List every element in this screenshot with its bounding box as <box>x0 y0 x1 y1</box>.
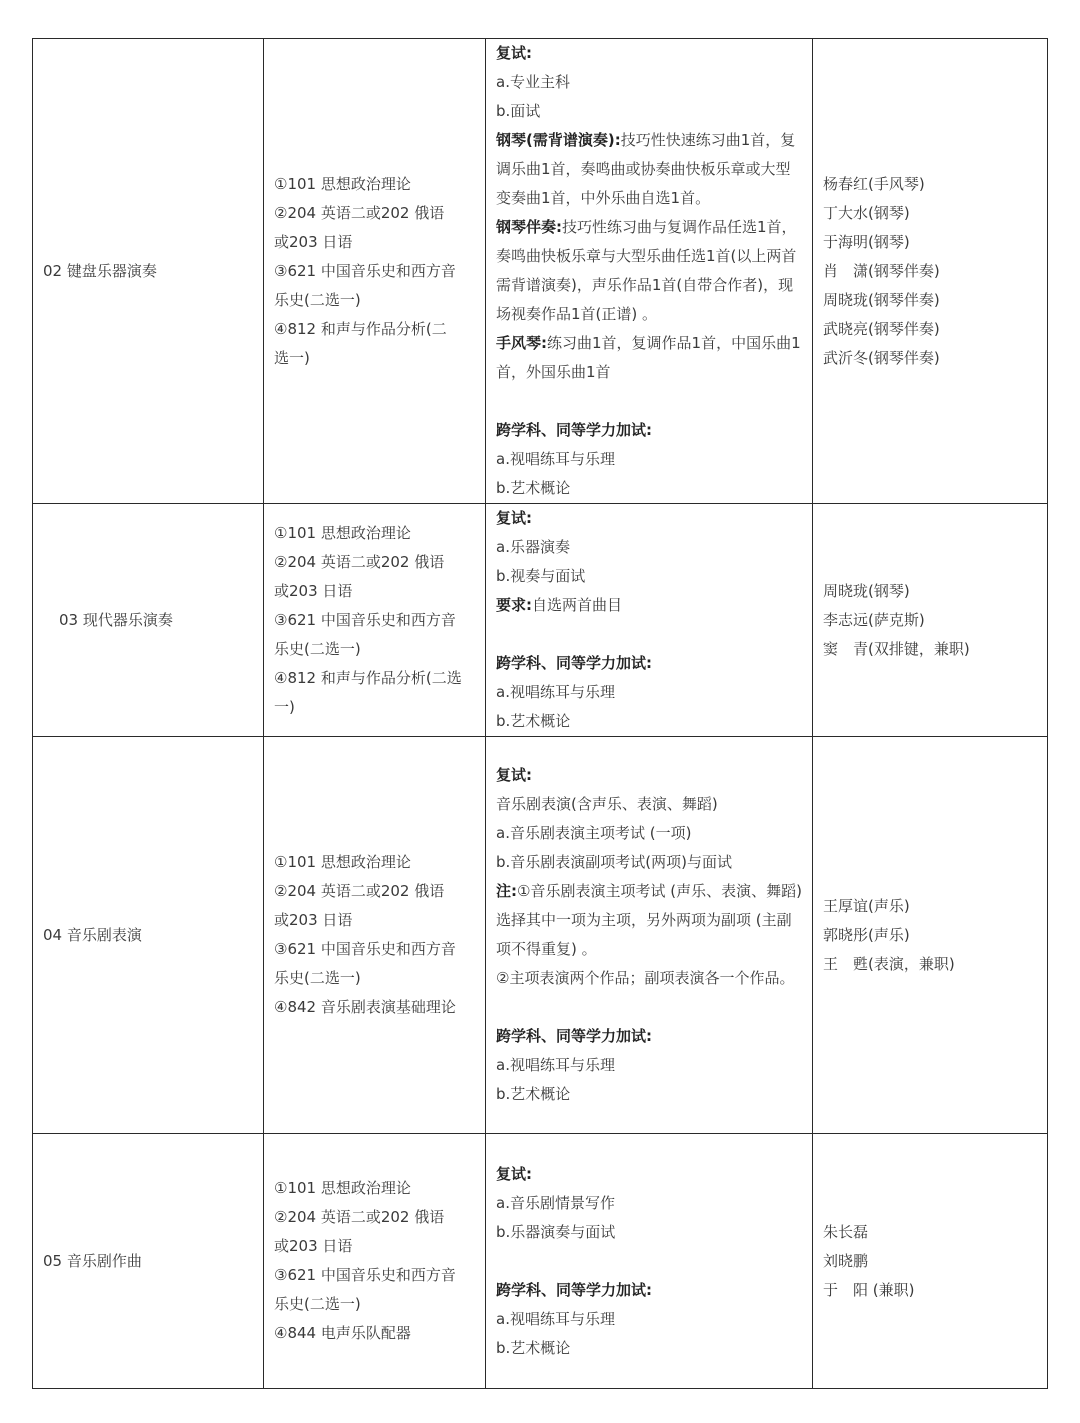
retest-title: 复试: <box>496 766 532 784</box>
requirements-cell <box>486 39 813 504</box>
exam-line: 乐史(二选一) <box>274 969 361 987</box>
extra-exam-item: b.艺术概论 <box>496 1085 571 1103</box>
note-accordion <box>496 329 802 387</box>
major-name: 04 音乐剧表演 <box>43 925 142 944</box>
extra-exam-item: b.艺术概论 <box>496 479 571 497</box>
table-row-musical-performance <box>33 737 1048 1134</box>
major-name: 05 音乐剧作曲 <box>43 1251 142 1270</box>
tutor: 王厚谊(声乐) <box>823 896 910 915</box>
retest-item: b.音乐剧表演副项考试(两项)与面试 <box>496 853 732 871</box>
exam-line: ①101 思想政治理论 <box>274 1179 411 1197</box>
retest-item: a.音乐剧表演主项考试 (一项) <box>496 824 692 842</box>
exam-subjects-cell <box>264 504 486 737</box>
extra-exam-title: 跨学科、同等学力加试: <box>496 421 652 439</box>
exam-line: ①101 思想政治理论 <box>274 174 411 193</box>
tutor: 刘晓鹏 <box>823 1251 869 1270</box>
retest-item: b.乐器演奏与面试 <box>496 1222 616 1241</box>
note-lead: 钢琴(需背谱演奏): <box>496 131 621 149</box>
note-text: 练习曲1首，复调作品1首，中国乐曲1首，外国乐曲1首 <box>496 334 801 381</box>
exam-line: 或203 日语 <box>274 1237 353 1255</box>
tutor: 李志远(萨克斯) <box>823 610 925 629</box>
extra-exam-title: 跨学科、同等学力加试: <box>496 1280 652 1299</box>
table-row-musical-composition <box>33 1134 1048 1389</box>
exam-line: ①101 思想政治理论 <box>274 853 411 871</box>
note-piano <box>496 126 802 213</box>
exam-line: ②204 英语二或202 俄语 <box>274 1208 445 1226</box>
extra-exam-item: b.艺术概论 <box>496 712 571 730</box>
exam-line: ③621 中国音乐史和西方音 <box>274 261 456 280</box>
exam-line: ②204 英语二或202 俄语 <box>274 882 445 900</box>
tutor: 丁大水(钢琴) <box>823 203 910 222</box>
note-text: 技巧性快速练习曲1首，复调乐曲1首，奏鸣曲或协奏曲快板乐章或大型变奏曲1首，中外乐曲自选1首。 <box>496 131 796 207</box>
extra-exam-item: a.视唱练耳与乐理 <box>496 450 615 468</box>
retest-title: 复试: <box>496 1164 532 1183</box>
tutor: 周晓珑(钢琴伴奏) <box>823 290 940 309</box>
exam-line: ④842 音乐剧表演基础理论 <box>274 998 456 1016</box>
note-lead: 钢琴伴奏: <box>496 218 562 236</box>
enrollment-table <box>32 38 1048 1389</box>
requirement-note <box>496 591 802 620</box>
major-name: 03 现代器乐演奏 <box>59 610 173 629</box>
exam-line: 一) <box>274 697 295 716</box>
note-works: ②主项表演两个作品；副项表演各一个作品。 <box>496 969 795 987</box>
tutor: 朱长磊 <box>823 1222 869 1241</box>
exam-line: ②204 英语二或202 俄语 <box>274 552 445 571</box>
extra-exam-item: a.视唱练耳与乐理 <box>496 683 615 701</box>
extra-exam-title: 跨学科、同等学力加试: <box>496 654 652 672</box>
requirements-cell <box>486 737 813 1134</box>
retest-item: 音乐剧表演(含声乐、表演、舞蹈) <box>496 795 718 813</box>
exam-line: ②204 英语二或202 俄语 <box>274 203 445 222</box>
note-main-secondary <box>496 877 802 964</box>
exam-line: 乐史(二选一) <box>274 639 361 658</box>
tutors-cell <box>813 1134 1048 1389</box>
exam-line: ④812 和声与作品分析(二 <box>274 319 447 338</box>
exam-line: ④844 电声乐队配器 <box>274 1324 411 1342</box>
major-cell <box>33 1134 264 1389</box>
exam-line: 乐史(二选一) <box>274 290 361 309</box>
tutors-cell <box>813 504 1048 737</box>
table-row-modern-instrument <box>33 504 1048 737</box>
req-text: 自选两首曲目 <box>532 596 623 614</box>
tutor: 肖 潇(钢琴伴奏) <box>823 261 940 280</box>
note-lead: 手风琴: <box>496 334 547 352</box>
exam-subjects-cell <box>264 737 486 1134</box>
note-text: ①音乐剧表演主项考试 (声乐、表演、舞蹈) 选择其中一项为主项，另外两项为副项 (主副项不得重复) 。 <box>496 882 802 958</box>
table-row-keyboard <box>33 39 1048 504</box>
tutor: 于 阳 (兼职) <box>823 1280 915 1299</box>
extra-exam-item: b.艺术概论 <box>496 1338 571 1357</box>
tutor: 武沂冬(钢琴伴奏) <box>823 348 940 367</box>
exam-line: ③621 中国音乐史和西方音 <box>274 1266 456 1284</box>
retest-item: a.乐器演奏 <box>496 538 570 556</box>
tutor: 窦 青(双排键，兼职) <box>823 639 970 658</box>
exam-subjects-cell <box>264 1134 486 1389</box>
note-piano-accompaniment <box>496 213 802 329</box>
exam-line: 或203 日语 <box>274 581 353 600</box>
tutor: 王 甦(表演，兼职) <box>823 954 955 973</box>
retest-title: 复试: <box>496 509 532 527</box>
exam-line: 或203 日语 <box>274 911 353 929</box>
req-lead: 要求: <box>496 596 532 614</box>
extra-exam-title: 跨学科、同等学力加试: <box>496 1027 652 1045</box>
major-cell <box>33 504 264 737</box>
exam-line: ④812 和声与作品分析(二选 <box>274 668 462 687</box>
major-cell <box>33 737 264 1134</box>
requirements-cell <box>486 504 813 737</box>
exam-subjects-cell <box>264 39 486 504</box>
major-name: 02 键盘乐器演奏 <box>43 261 157 280</box>
exam-line: ③621 中国音乐史和西方音 <box>274 610 456 629</box>
exam-line: 乐史(二选一) <box>274 1295 361 1313</box>
requirements-cell <box>486 1134 813 1389</box>
tutor: 郭晓彤(声乐) <box>823 925 910 944</box>
tutor: 武晓亮(钢琴伴奏) <box>823 319 940 338</box>
retest-item: a.音乐剧情景写作 <box>496 1193 615 1212</box>
exam-line: ①101 思想政治理论 <box>274 523 411 542</box>
exam-line: 选一) <box>274 348 310 367</box>
note-lead: 注: <box>496 882 517 900</box>
tutors-cell <box>813 39 1048 504</box>
extra-exam-item: a.视唱练耳与乐理 <box>496 1056 615 1074</box>
extra-exam-item: a.视唱练耳与乐理 <box>496 1309 615 1328</box>
retest-item: a.专业主科 <box>496 73 570 91</box>
tutors-cell <box>813 737 1048 1134</box>
tutor: 杨春红(手风琴) <box>823 174 925 193</box>
tutor: 于海明(钢琴) <box>823 232 910 251</box>
exam-line: 或203 日语 <box>274 232 353 251</box>
tutor: 周晓珑(钢琴) <box>823 581 910 600</box>
retest-title: 复试: <box>496 44 532 62</box>
major-cell <box>33 39 264 504</box>
retest-item: b.视奏与面试 <box>496 567 586 585</box>
retest-item: b.面试 <box>496 102 541 120</box>
exam-line: ③621 中国音乐史和西方音 <box>274 940 456 958</box>
note-text: 技巧性练习曲与复调作品任选1首，奏鸣曲快板乐章与大型乐曲任选1首(以上两首需背谱演奏)，声乐作品1首(自带合作者)，现场视奏作品1首(正谱) 。 <box>496 218 797 323</box>
